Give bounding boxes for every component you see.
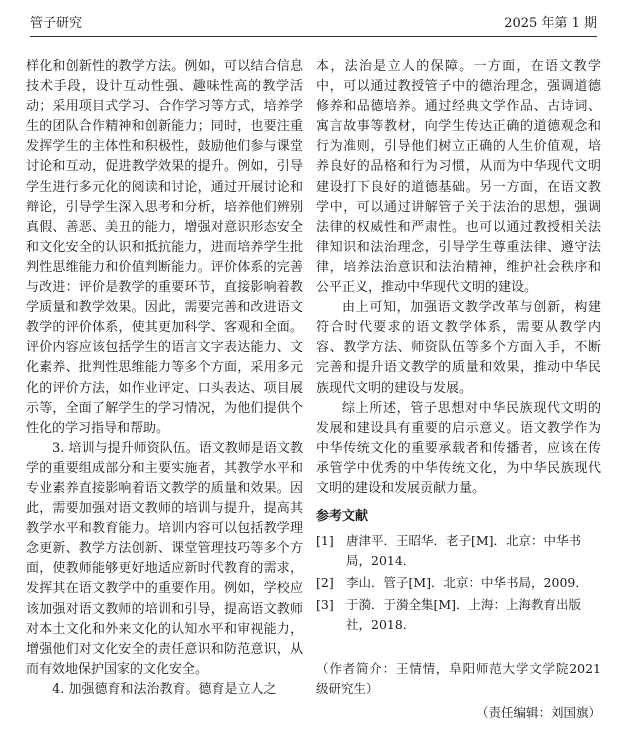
references-heading: 参考文献 <box>316 509 369 525</box>
paragraph: 综上所述，管子思想对中华民族现代文明的发展和建设具有重要的启示意义。语文教学作为中华传统文化的重要承载者和传播者，应该在传承管学中优秀的中华传统文化，为中华民族现代文明的建设和发展贡献力量。 <box>316 400 601 496</box>
reference-item <box>316 573 601 593</box>
page-header <box>30 14 597 37</box>
editor-note: （责任编辑：刘国旗） <box>475 705 601 721</box>
reference-number: [3] <box>316 597 334 613</box>
paragraph: 4. 加强德育和法治教育。德育是立人之 <box>52 681 277 697</box>
reference-text: 唐津平．王昭华．老子[M]．北京：中华书局，2014． <box>346 533 582 569</box>
author-note: （作者简介：王情情，阜阳师范大学文学院2021 级研究生） <box>316 661 601 697</box>
paragraph: 由上可知，加强语文教学改革与创新，构建符合时代要求的语文教学体系，需要从教学内容、教学方法、师资队伍等多个方面入手，不断完善和提升语文教学的质量和效果，推动中华民族现代文明的建设与发展。 <box>316 300 601 396</box>
reference-item <box>316 595 601 635</box>
paragraph: 本，法治是立人的保障。一方面，在语文教学中，可以通过教授管子中的德治理念，强调道德修养和品德培养。通过经典文学作品、古诗词、寓言故事等教材，向学生传达正确的道德观念和行为准则，引导他们树立正确的人生价值观，培养良好的品格和行为习惯，从而为中华现代文明建设打下良好的道德基础。另一方面，在语文教学中，可以通过讲解管子关于法治的思想，强调法律的权威性和严肃性。也可以通过教授相关法律知识和法治理念，引导学生尊重法律、遵守法律，培养法治意识和法治精神，维护社会秩序和公平正义，推动中华现代文明的建设。 <box>316 59 601 296</box>
journal-title: 管子研究 <box>30 16 83 31</box>
reference-item <box>316 531 601 571</box>
right-column <box>316 57 601 723</box>
reference-text: 于漪．于漪全集[M]．上海：上海教育出版社，2018． <box>346 597 582 633</box>
paragraph: 样化和创新性的教学方法。例如，可以结合信息技术手段，设计互动性强、趣味性高的教学活动；采用项目式学习、合作学习等方式，培养学生的团队合作精神和创新能力；同时，也要注重发挥学生的主体性和积极性，鼓励他们参与课堂讨论和互动，促进教学效果的提升。例如，引导学生进行多元化的阅读和讨论，通过开展讨论和辩论，引导学生深入思考和分析，培养他们辨别真假、善恶、美丑的能力，增强对意识形态安全和文化安全的认识和抵抗能力，进而培养学生批判性思维能力和价值判断能力。评价体系的完善与改进：评价是教学的重要环节，直接影响着教学质量和教学效果。因此，需要完善和改进语文教学的评价体系，使其更加科学、客观和全面。评价内容应该包括学生的语言文字表达能力、文化素养、批判性思维能力等多个方面，采用多元化的评价方法，如作业评定、口头表达、项目展示等，全面了解学生的学习情况，为他们提供个性化的学习指导和帮助。 <box>26 59 303 436</box>
reference-text: 李山．管子[M]．北京：中华书局，2009． <box>346 575 588 591</box>
paragraph: 3. 培训与提升师资队伍。语文教师是语文教学的重要组成部分和主要实施者，其教学水平和专业素养直接影响着语文教学的质量和效果。因此，需要加强对语文教师的培训与提升，提高其教学水平和教育能力。培训内容可以包括教学理念更新、教学方法创新、课堂管理技巧等多个方面，使教师能够更好地适应新时代教育的需求，发挥其在语文教学中的重要作用。例如，学校应该加强对语文教师的培训和引导，提高语文教师对本土文化和外来文化的认知水平和审视能力，增强他们对文化安全的责任意识和防范意识，从而有效地保护国家的文化安全。 <box>26 440 303 677</box>
reference-number: [2] <box>316 575 334 591</box>
issue-label: 2025 年第 1 期 <box>504 16 597 31</box>
reference-number: [1] <box>316 533 334 549</box>
left-column <box>26 57 303 700</box>
